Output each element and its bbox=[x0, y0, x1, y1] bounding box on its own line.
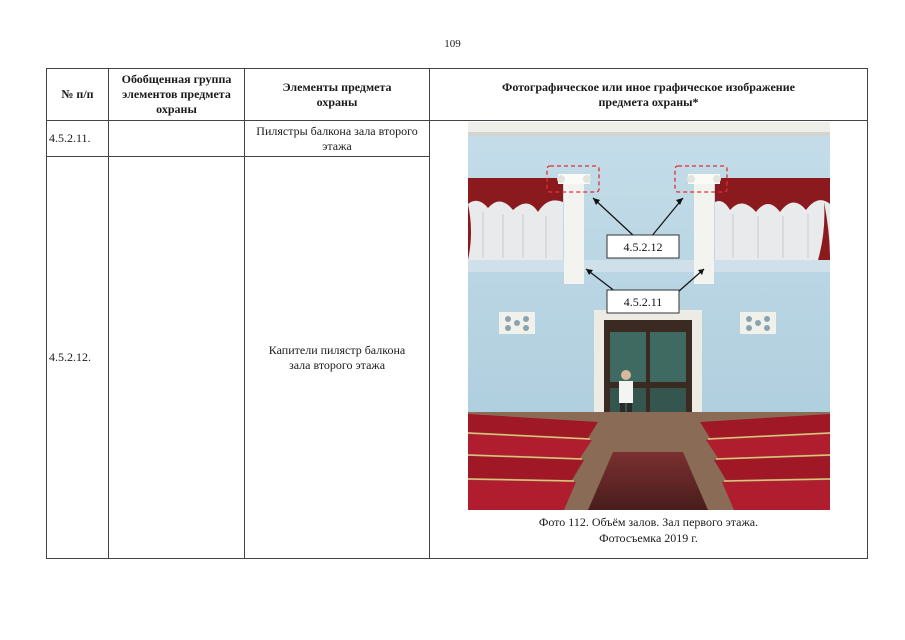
row-element: Капители пилястр балкона зала второго этажа bbox=[245, 157, 430, 559]
header-num: № п/п bbox=[47, 69, 109, 121]
caption-line-1: Фото 112. Объём залов. Зал первого этажа. bbox=[538, 515, 759, 529]
row-element: Пилястры балкона зала второго этажа bbox=[245, 121, 430, 157]
row-group bbox=[109, 121, 245, 157]
hall-photo bbox=[468, 122, 830, 510]
header-group: Обобщенная группа элементов предмета охраны bbox=[109, 69, 245, 121]
photo-cell bbox=[430, 121, 868, 559]
label-4-5-2-12: 4.5.2.12 bbox=[623, 240, 662, 254]
row-number: 4.5.2.12. bbox=[47, 157, 109, 559]
table-row bbox=[47, 121, 868, 157]
page-number: 109 bbox=[444, 38, 461, 50]
row-group bbox=[109, 157, 245, 559]
heritage-table bbox=[46, 68, 868, 559]
header-image: Фотографическое или иное графическое изображение предмета охраны* bbox=[430, 69, 868, 121]
caption-line-2: Фотосъемка 2019 г. bbox=[599, 531, 698, 546]
table-header-row bbox=[47, 69, 868, 121]
row-number: 4.5.2.11. bbox=[47, 121, 109, 157]
label-4-5-2-11: 4.5.2.11 bbox=[623, 295, 662, 309]
photo-caption bbox=[430, 514, 867, 546]
header-elements: Элементы предмета охраны bbox=[245, 69, 430, 121]
